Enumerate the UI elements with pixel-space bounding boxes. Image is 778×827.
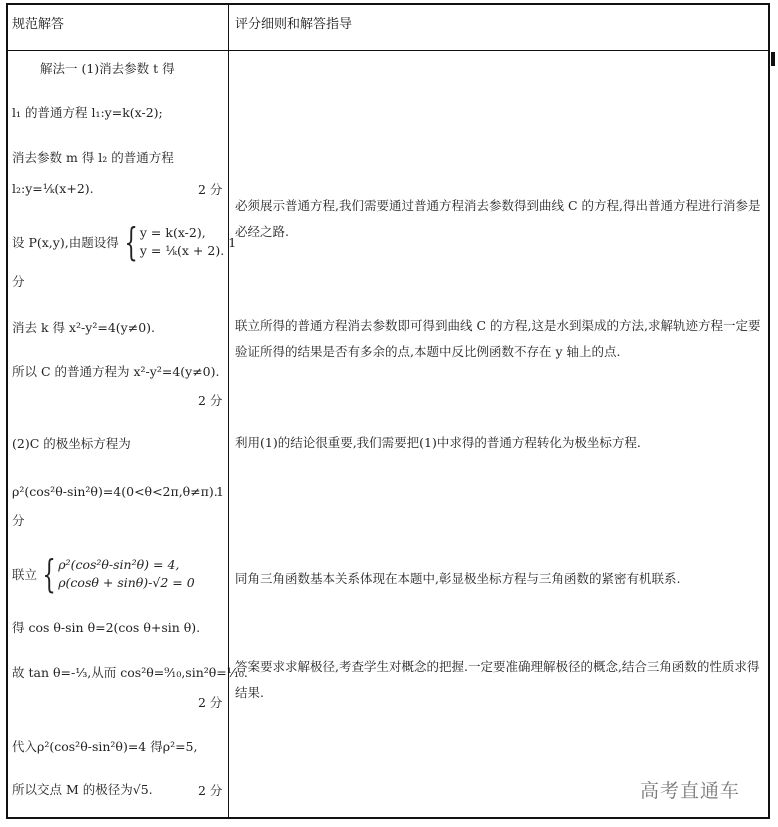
equation-system <box>37 552 195 596</box>
score-fragment: 1 <box>216 484 224 499</box>
score-label: 2 分 <box>198 783 223 798</box>
solution-line: 故 tan θ=-⅓,从而 cos²θ=⁹⁄₁₀,sin²θ=¹⁄₁₀. <box>12 665 248 680</box>
grading-comment: 答案要求求解极径,考查学生对概念的把握.一定要准确理解极径的概念,结合三角函数的性质求得结果. <box>235 659 760 700</box>
header-divider <box>8 50 768 51</box>
solution-line: 所以交点 M 的极径为√5. <box>12 782 153 797</box>
grading-comment: 利用(1)的结论很重要,我们需要把(1)中求得的普通方程转化为极坐标方程. <box>235 435 641 450</box>
brace-symbol: { <box>124 220 138 264</box>
grading-comment: 联立所得的普通方程消去参数即可得到曲线 C 的方程,这是水到渠成的方法,求解轨迹方程一定要验证所得的结果是否有多余的点,本题中反比例函数不存在 y 轴上的点. <box>235 318 761 359</box>
solution-line: 代入ρ²(cos²θ-sin²θ)=4 得ρ²=5, <box>12 739 198 754</box>
score-fragment: 分 <box>12 513 25 528</box>
equation: ρ(cosθ + sinθ)-√2 = 0 <box>58 575 195 590</box>
grading-comment: 同角三角函数基本关系体现在本题中,彰显极坐标方程与三角函数的紧密有机联系. <box>235 571 681 586</box>
solution-line: 消去参数 m 得 l₂ 的普通方程 <box>12 150 174 165</box>
solution-line: ρ²(cos²θ-sin²θ)=4(0<θ<2π,θ≠π). <box>12 484 218 499</box>
grading-comment: 必须展示普通方程,我们需要通过普通方程消去参数得到曲线 C 的方程,得出普通方程进行消参是必经之路. <box>235 198 761 239</box>
score-fragment: 1 <box>228 234 237 250</box>
header-grading-guide: 评分细则和解答指导 <box>235 17 353 32</box>
solution-line: 解法一 (1)消去参数 t 得 <box>40 61 175 76</box>
solution-line <box>12 219 236 265</box>
score-label: 2 分 <box>198 393 223 408</box>
solution-line: (2)C 的极坐标方程为 <box>12 436 131 451</box>
score-fragment: 分 <box>12 274 25 289</box>
equation: y = ¹⁄ₖ(x + 2). <box>139 243 225 258</box>
edge-mark <box>771 52 775 66</box>
solution-line: l₂:y=¹⁄ₖ(x+2). <box>12 181 94 196</box>
equation: ρ²(cos²θ-sin²θ) = 4, <box>58 557 180 572</box>
brace-symbol: { <box>42 552 56 596</box>
solution-text: 设 P(x,y),由题设得 <box>12 234 119 250</box>
column-divider <box>228 5 229 817</box>
solution-line: 所以 C 的普通方程为 x²-y²=4(y≠0). <box>12 364 220 379</box>
solution-line: l₁ 的普通方程 l₁:y=k(x-2); <box>12 105 163 120</box>
score-label: 2 分 <box>198 695 223 710</box>
equation: y = k(x-2), <box>139 225 206 240</box>
equation-system <box>119 220 225 264</box>
watermark: 高考直通车 <box>640 780 741 802</box>
answer-table <box>6 3 770 819</box>
solution-line <box>12 551 195 597</box>
score-label: 2 分 <box>198 182 223 197</box>
header-standard-solution: 规范解答 <box>12 17 65 32</box>
solution-line: 得 cos θ-sin θ=2(cos θ+sin θ). <box>12 620 201 635</box>
solution-text: 联立 <box>12 566 38 582</box>
solution-line: 消去 k 得 x²-y²=4(y≠0). <box>12 320 155 335</box>
